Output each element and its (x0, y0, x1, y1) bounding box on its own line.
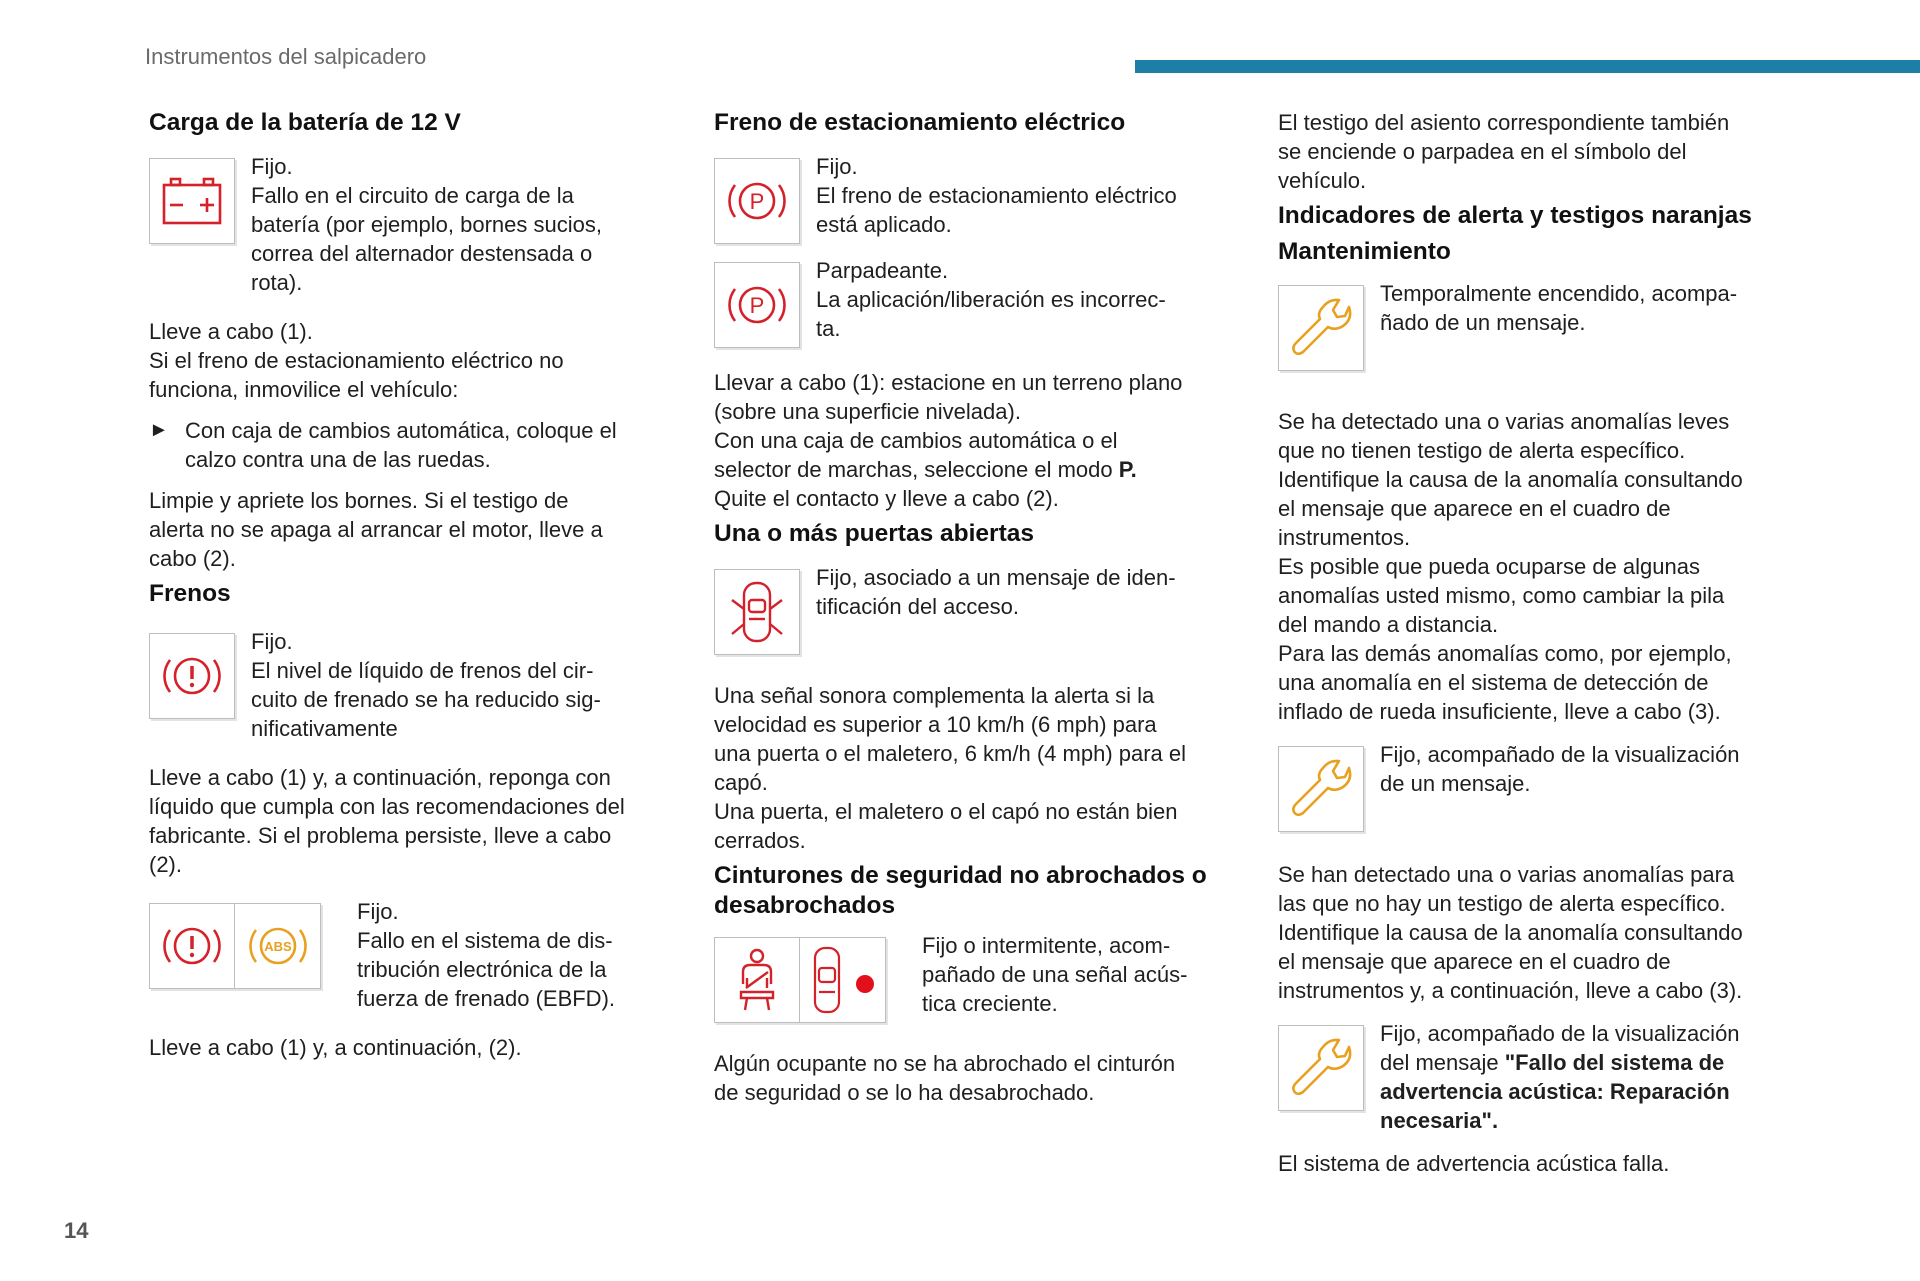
parking-para-1: Llevar a cabo (1): estacione en un terreno plano (sobre una superficie nivelada). Con una caja de cambios automática o el selector de marchas, seleccione el modo P. Quite el contacto y lleve a cabo (2). (714, 370, 1183, 511)
header-accent-bar (1135, 60, 1920, 73)
svg-text:ABS: ABS (263, 939, 292, 954)
column-3 (1278, 108, 1808, 1190)
maintenance-subtitle: Mantenimiento (1278, 238, 1451, 265)
battery-para-2: Limpie y apriete los bornes. Si el testigo de alerta no se apaga al arrancar el motor, lleve a cabo (2). (149, 488, 603, 571)
parking-brake-icon (714, 262, 800, 348)
wrench-icon (1278, 285, 1364, 371)
brake-warning-icon (149, 903, 235, 989)
brakes-line: cuito de frenado se ha reducido sig- (251, 687, 601, 712)
wrench-icon (1278, 1025, 1364, 1111)
maintenance-para-2: Se han detectado una o varias anomalías para las que no hay un testigo de alerta específico. Identifique la causa de la anomalía consultando el mensaje que aparece en el cuadro de instrumentos y, a continuación, lleve a cabo (3). (1278, 862, 1743, 1003)
doors-warning: Fijo, asociado a un mensaje de iden- tificación del acceso. (714, 563, 1244, 655)
battery-line: batería (por ejemplo, bornes sucios, (251, 212, 602, 237)
doors-para-1: Una señal sonora complementa la alerta si la velocidad es superior a 10 km/h (6 mph) para una puerta o el maletero, 6 km/h (4 mph) para el capó. Una puerta, el maletero o el capó no están bien cerrados. (714, 683, 1187, 853)
brakes-para-1: Lleve a cabo (1) y, a continuación, reponga con líquido que cumpla con las recomendaciones del fabricante. Si el problema persiste, lleve a cabo (2). (149, 765, 625, 877)
ebfd-line: Fallo en el sistema de dis- (357, 928, 613, 953)
maintenance-para-3: El sistema de advertencia acústica falla. (1278, 1151, 1670, 1176)
brakes-line: El nivel de líquido de frenos del cir- (251, 658, 594, 683)
doors-title: Una o más puertas abiertas (714, 520, 1034, 547)
battery-icon (149, 158, 235, 244)
brakes-line: Fijo. (251, 629, 293, 654)
intro-para: El testigo del asiento correspondiente también se enciende o parpadea en el símbolo del vehículo. (1278, 110, 1730, 193)
battery-line: correa del alternador destensada o (251, 241, 593, 266)
battery-line: Fallo en el circuito de carga de la (251, 183, 574, 208)
abs-icon (235, 903, 321, 989)
wrench-icon (1278, 746, 1364, 832)
column-2 (714, 108, 1244, 1119)
ebfd-line: Fijo. (357, 899, 399, 924)
seatbelts-title: Cinturones de seguridad no abrochados o desabrochados (714, 862, 1207, 919)
svg-text:P: P (749, 189, 765, 214)
seatbelts-warning: Fijo o intermitente, acom- pañado de una señal acús- tica creciente. (714, 931, 1244, 1023)
brake-warning-icon (149, 633, 235, 719)
ebfd-warning (149, 897, 679, 1013)
battery-line: Fijo. (251, 154, 293, 179)
maintenance-warning-2: Fijo, acompañado de la visualización de un mensaje. (1278, 740, 1808, 832)
battery-line: rota). (251, 270, 303, 295)
battery-warning (149, 152, 679, 297)
parking-title: Freno de estacionamiento eléctrico (714, 109, 1126, 136)
battery-bullet: ► Con caja de cambios automática, coloque el calzo contra una de las ruedas. (149, 418, 617, 472)
orange-section-title: Indicadores de alerta y testigos naranjas (1278, 202, 1752, 229)
maintenance-para-1: Se ha detectado una o varias anomalías leves que no tienen testigo de alerta específico. Identifique la causa de la anomalía consultando el mensaje que aparece en el cuadro de instrumentos. Es posible que pueda ocuparse de algunas anomalías usted mismo, como cambiar la pila del mando a distancia. Para las demás anomalías como, por ejemplo, una anomalía en el sistema de detección de inflado de rueda insuficiente, lleve a cabo (3). (1278, 409, 1743, 724)
door-open-icon (714, 569, 800, 655)
parking-warning-flashing: P Parpadeante. La aplicación/liberación es incorrec- ta. (714, 256, 1244, 348)
seatbelt-icon (714, 937, 800, 1023)
brakes-title: Frenos (149, 580, 231, 607)
ebfd-line: fuerza de frenado (EBFD). (357, 986, 616, 1011)
brakes-warning (149, 627, 679, 743)
brakes-para-2: Lleve a cabo (1) y, a continuación, (2). (149, 1035, 522, 1060)
maintenance-warning-3: Fijo, acompañado de la visualización del mensaje "Fallo del sistema de advertencia acústica: Reparación necesaria". (1278, 1019, 1808, 1135)
page-header-title: Instrumentos del salpicadero (145, 44, 427, 69)
car-seat-indicator-icon (800, 937, 886, 1023)
parking-warning-fixed: P Fijo. El freno de estacionamiento eléctrico está aplicado. (714, 152, 1244, 244)
bullet-arrow-icon: ► (149, 419, 169, 441)
brakes-line: nificativamente (251, 716, 398, 741)
maintenance-warning-1: Temporalmente encendido, acompa- ñado de un mensaje. (1278, 279, 1808, 371)
page-number: 14 (64, 1218, 89, 1243)
column-1 (149, 108, 679, 1074)
seatbelts-para-1: Algún ocupante no se ha abrochado el cinturón de seguridad o se lo ha desabrochado. (714, 1051, 1176, 1105)
battery-title: Carga de la batería de 12 V (149, 109, 461, 136)
svg-text:P: P (749, 293, 765, 318)
battery-para-1: Lleve a cabo (1). Si el freno de estacionamiento eléctrico no funciona, inmovilice el vehículo: (149, 319, 564, 402)
ebfd-line: tribución electrónica de la (357, 957, 607, 982)
parking-brake-icon (714, 158, 800, 244)
